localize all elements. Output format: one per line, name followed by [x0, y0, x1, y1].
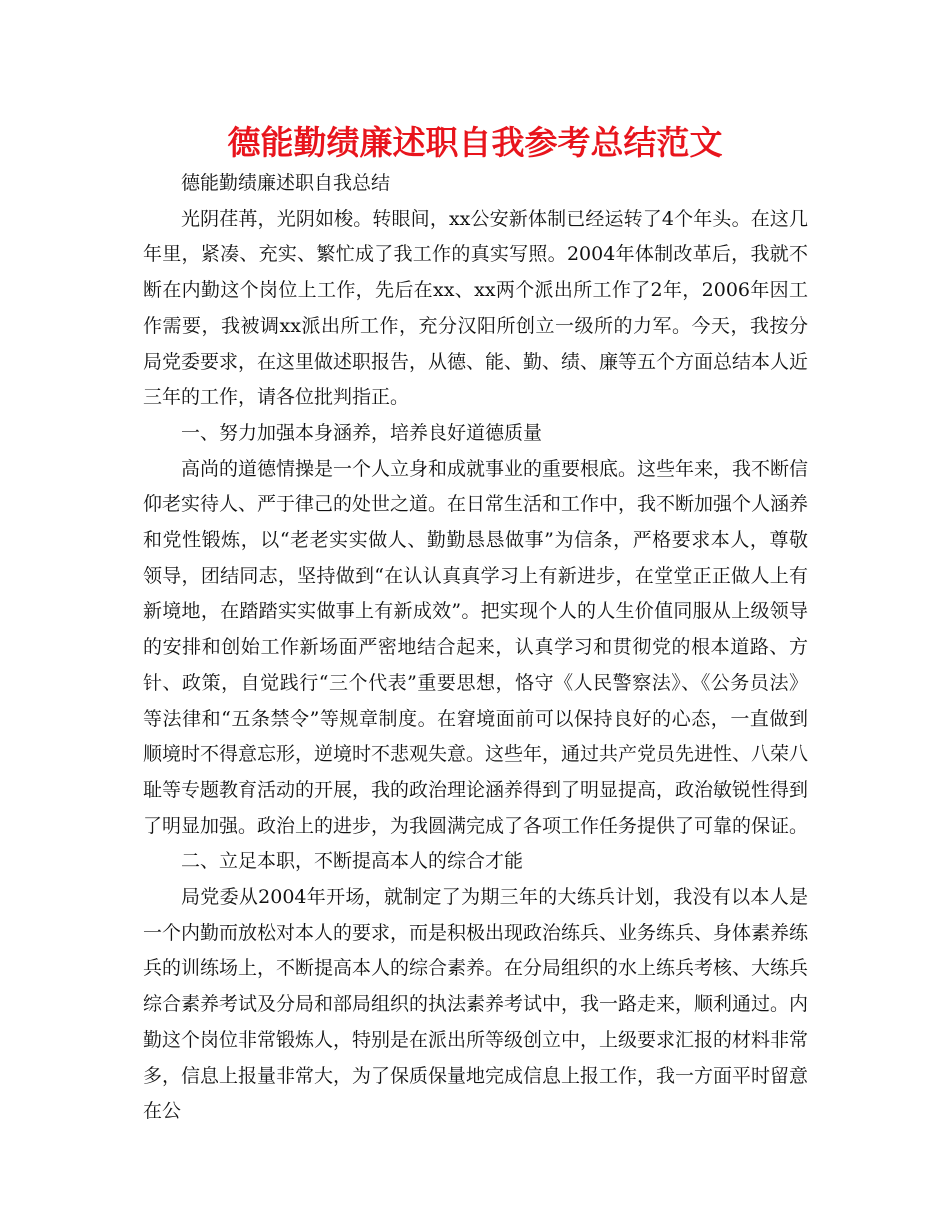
- document-title: 德能勤绩廉述职自我参考总结范文: [227, 123, 723, 162]
- body-paragraph: 高尚的道德情操是一个人立身和成就事业的重要根底。这些年来，我不断信仰老实待人、严于律己的处世之道。在日常生活和工作中，我不断加强个人涵养和党性锻炼，以“老老实实做人、勤勤恳恳做事”为信条，严格要求本人，尊敬领导，团结同志，坚持做到“在认认真真学习上有新进步，在堂堂正正做人上有新境地，在踏踏实实做事上有新成效”。把实现个人的人生价值同服从上级领导的安排和创始工作新场面严密地结合起来，认真学习和贯彻党的根本道路、方针、政策，自觉践行“三个代表”重要思想，恪守《人民警察法》、《公务员法》等法律和“五条禁令”等规章制度。在窘境面前可以保持良好的心态，一直做到顺境时不得意忘形，逆境时不悲观失意。这些年，通过共产党员先进性、八荣八耻等专题教育活动的开展，我的政治理论涵养得到了明显提高，政治敏锐性得到了明显加强。政治上的进步，为我圆满完成了各项工作任务提供了可靠的保证。: [143, 457, 809, 837]
- section-heading: 一、努力加强本身涵养，培养良好道德质量: [181, 421, 543, 444]
- body-paragraph: 局党委从2004年开场，就制定了为期三年的大练兵计划，我没有以本人是一个内勤而放松对本人的要求，而是积极出现政治练兵、业务练兵、身体素养练兵的训练场上，不断提高本人的综合素养。在分局组织的水上练兵考核、大练兵综合素养考试及分局和部局组织的执法素养考试中，我一路走来，顺利通过。内勤这个岗位非常锻炼人，特别是在派出所等级创立中，上级要求汇报的材料非常多，信息上报量非常大，为了保质保量地完成信息上报工作，我一方面平时留意在公: [143, 886, 809, 1123]
- document-body: [143, 166, 808, 1130]
- body-paragraph: 光阴荏苒，光阴如梭。转眼间，xx公安新体制已经运转了4个年头。在这几年里，紧凑、充实、繁忙成了我工作的真实写照。2004年体制改革后，我就不断在内勤这个岗位上工作，先后在xx、xx两个派出所工作了2年，2006年因工作需要，我被调xx派出所工作，充分汉阳所创立一级所的力军。今天，我按分局党委要求，在这里做述职报告，从德、能、勤、绩、廉等五个方面总结本人近三年的工作，请各位批判指正。: [143, 207, 809, 409]
- body-subtitle: 德能勤绩廉述职自我总结: [181, 172, 391, 194]
- section-heading: 二、立足本职，不断提高本人的综合才能: [181, 850, 524, 873]
